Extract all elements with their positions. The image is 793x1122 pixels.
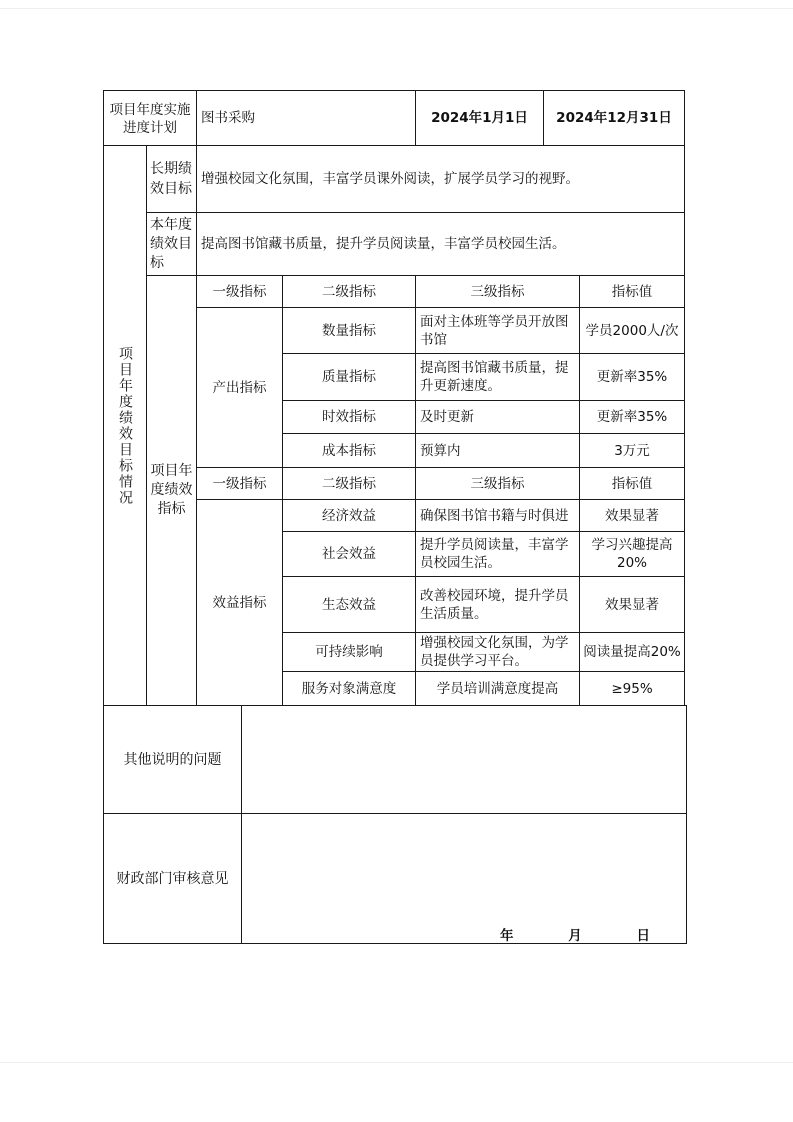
review-date-line [500, 924, 650, 942]
plan-end-date: 2024年12月31日 [543, 90, 685, 146]
output-row-level3: 及时更新 [415, 400, 580, 434]
finance-review-label: 财政部门审核意见 [103, 813, 242, 944]
plan-item: 图书采购 [196, 90, 416, 146]
output-row-level3: 预算内 [415, 433, 580, 468]
benefit-row-level3: 学员培训满意度提高 [415, 671, 580, 706]
header-level2: 二级指标 [282, 275, 416, 308]
scan-artifact [0, 8, 793, 9]
benefit-row-level3: 确保图书馆书籍与时俱进 [415, 499, 580, 532]
output-row-level2: 成本指标 [282, 433, 416, 468]
header-level1: 一级指标 [196, 275, 283, 308]
benefit-row-value: 效果显著 [579, 576, 685, 633]
benefit-row-level2: 生态效益 [282, 576, 416, 633]
review-date-day: 日 [636, 928, 650, 944]
output-row-level2: 时效指标 [282, 400, 416, 434]
output-row-value: 更新率35% [579, 353, 685, 401]
section-label [103, 145, 147, 706]
output-row-value: 学员2000人/次 [579, 307, 685, 354]
output-row-level2: 质量指标 [282, 353, 416, 401]
plan-label-line1: 项目年度实施 [109, 102, 191, 118]
other-notes-content [241, 705, 687, 814]
benefit-row-level2: 可持续影响 [282, 632, 416, 672]
other-notes-label: 其他说明的问题 [103, 705, 242, 814]
benefit-row-level2: 社会效益 [282, 531, 416, 577]
benefit-row-value: 学习兴趣提高20% [579, 531, 685, 577]
plan-start-date: 2024年1月1日 [415, 90, 544, 146]
benefit-row-level3: 增强校园文化氛围，为学员提供学习平台。 [415, 632, 580, 672]
plan-label-line2: 进度计划 [123, 120, 177, 136]
header-level3: 三级指标 [415, 467, 580, 500]
long-term-label: 长期绩效目标 [146, 145, 197, 213]
header-value: 指标值 [579, 275, 685, 308]
output-row-value: 3万元 [579, 433, 685, 468]
header-level1: 一级指标 [196, 467, 283, 500]
benefit-row-level2: 经济效益 [282, 499, 416, 532]
benefit-row-value: 效果显著 [579, 499, 685, 532]
long-term-text: 增强校园文化氛围，丰富学员课外阅读，扩展学员学习的视野。 [196, 145, 685, 213]
benefit-row-level3: 改善校园环境，提升学员生活质量。 [415, 576, 580, 633]
header-level3: 三级指标 [415, 275, 580, 308]
output-level1: 产出指标 [196, 307, 283, 468]
benefit-row-level3: 提升学员阅读量，丰富学员校园生活。 [415, 531, 580, 577]
output-row-level2: 数量指标 [282, 307, 416, 354]
benefit-level1: 效益指标 [196, 499, 283, 706]
plan-label [103, 90, 197, 146]
review-date-month: 月 [568, 928, 582, 944]
output-row-level3: 提高图书馆藏书质量，提升更新速度。 [415, 353, 580, 401]
benefit-row-value: 阅读量提高20% [579, 632, 685, 672]
output-row-value: 更新率35% [579, 400, 685, 434]
indicators-label: 项目年度绩效指标 [146, 275, 197, 706]
section-label-text: 项目年度绩效目标情况 [117, 345, 133, 506]
scan-artifact [0, 1062, 793, 1063]
review-date-year: 年 [500, 928, 514, 944]
annual-label: 本年度绩效目标 [146, 212, 197, 276]
header-level2: 二级指标 [282, 467, 416, 500]
annual-text: 提高图书馆藏书质量，提升学员阅读量，丰富学员校园生活。 [196, 212, 685, 276]
header-value: 指标值 [579, 467, 685, 500]
benefit-row-level2: 服务对象满意度 [282, 671, 416, 706]
output-row-level3: 面对主体班等学员开放图书馆 [415, 307, 580, 354]
benefit-row-value: ≥95% [579, 671, 685, 706]
